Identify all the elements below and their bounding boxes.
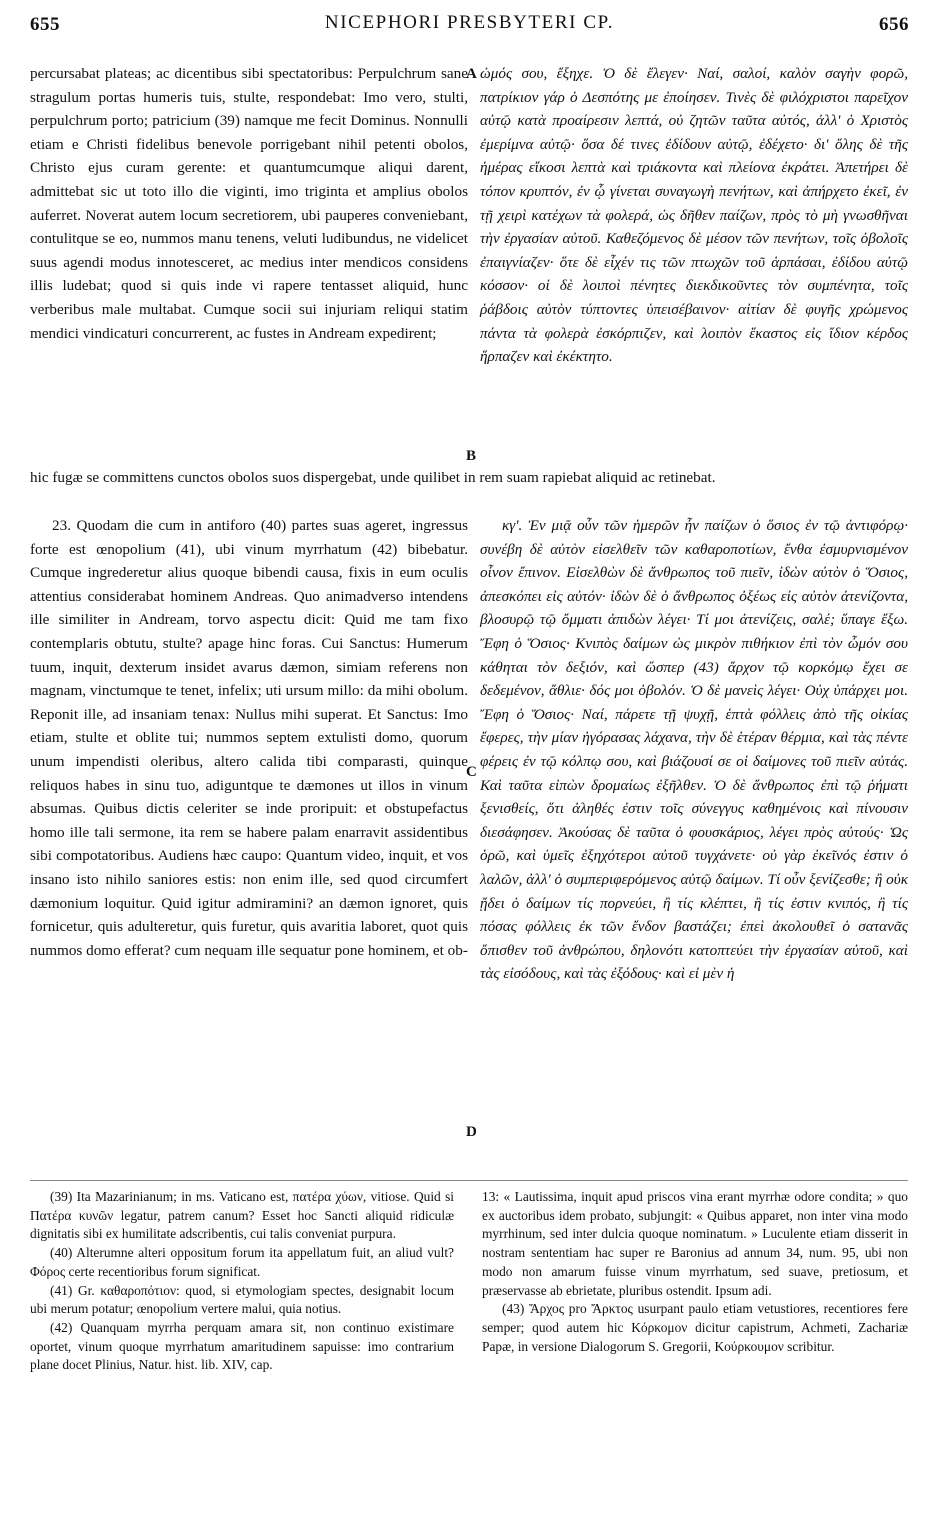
footnote-separator (30, 1180, 908, 1181)
margin-letter-d: D (466, 1124, 477, 1140)
running-title: NICEPHORI PRESBYTERI CP. (324, 12, 615, 33)
footnote-43: (43) Ἄρχος pro Ἄρκτος usurpant paulo etiam vetustiores, recentiores fere semper; quod autem hic Κόρκομον dicitur capistrum, Achmeti, Zachariæ Papæ, in versione Dialogorum S. Gregorii, Κούρκουμον scribitur. (482, 1301, 908, 1354)
margin-letter-c: C (466, 764, 477, 780)
margin-letter-a: A (466, 66, 477, 82)
greek-paragraph-23: κγ'. Ἐν μιᾷ οὖν τῶν ἡμερῶν ἦν παίζων ὁ ὅσιος ἐν τῷ ἀντιφόρῳ· συνέβη δὲ αὐτὸν εἰσελθεῖν τῶν καθαροποτίων, ἔνθα ἐσμυρνισμένον οἶνον ἔπινον. Εἰσελθὼν δὲ ἄνθρωπος τοῦ πιεῖν, ἰδὼν αὐτὸν ὁ Ὅσιος, ἀπεσκόπει εἰς αὐτόν· ἰδὼν δὲ ὁ ἄνθρωπος ὀξέως εἰς αὐτὸν ἀτενίζοντα, βλοσυρῷ τῷ ὄμματι ἀπιδὼν λέγει· Τί μοι ἀτενίζεις, σαλέ; ὕπαγε ἔξω. Ἔφη ὁ Ὅσιος· Κνιπὸς δαίμων ὡς μικρὸν πιθήκιον ἐπὶ τὸν ὦμόν σου κάθηται τὸν δεξιόν, καὶ ὥσπερ (43) ἄρχον τῷ κορκόμῳ ἔχει σε δεδεμένον, ἄθλιε· δός μοι ὀβολόν. Ὁ δὲ μανεὶς λέγει· Οὐχ ὑπάρχει μοι. Ἔφη ὁ Ὅσιος· Ναί, πάρετε τῇ ψυχῇ, ἑπτὰ φόλλεις ἀπὸ τῆς οἰκίας ἔφερες, τὴν μίαν ἠγόρασας λάχανα, τὴν δὲ ἑτέραν θέρμια, καὶ τὰς πέντε φέρεις ἐν τῷ κόλπῳ σου, καὶ βιάζουσί σε οἱ δαίμονες τοῦ πιεῖν αὐτάς. Καὶ ταῦτα εἰπὼν δρομαίως ἐξῆλθεν. Ὁ δὲ ἄνθρωπος ἐπὶ τῷ ῥήματι ξενισθείς, ὅτι ἀληθές ἐστιν τοῖς σύνεγγυς καθημένοις καὶ πίνουσιν διεσάφησεν. Ἀκούσας δὲ ταῦτα ὁ φουσκάριος, λέγει πρὸς αὐτούς· Ὡς ὁρῶ, καὶ ὑμεῖς ἐξηχότεροι αὐτοῦ τυγχάνετε· οὐ γὰρ ἐκεῖνός ἐστιν ὁ λαλῶν, ἀλλ' ὁ συμπεριφερόμενος αὐτῷ δαίμων. Τί οὖν ξενίζεσθε; ἢ οὐκ ᾔδει ὁ δαίμων τίς πορνεύει, ἢ τίς κλέπτει, ἢ τίς ἐστιν κνιπός, ἢ τίς πόσας φόλλεις ἐκ τῶν ἔνδον βαστάζει; ἐπεὶ ἀκολουθεῖ ὁ σατανᾶς ὄπισθεν τοῦ ἀνθρώπου, δηλονότι κατοπτεύει τὴν ἐργασίαν αὐτοῦ, καὶ τὰς εἰσόδους, καὶ τὰς ἐξόδους· καὶ εἰ μὲν ἡ (480, 517, 908, 983)
latin-paragraph-23: 23. Quodam die cum in antiforo (40) partes suas ageret, ingressus forte est œnopolium (41), ubi vinum myrrhatum (42) bibebatur. Cumque ingrederetur alius quoque bibendi causa, fixis in eum oculis attentius considerabat hominem Andreas. Quo animadverso intendens ille similiter in Andream, torvo aspectu dicit: Quid me tam fixo contemplaris obtutu, stulte? apage hinc foras. Cui Sanctus: Humerum tuum, inquit, dexterum insidet avarus dæmon, simiam referens non magnam, vinctumque te tenet, infelix; uti ursum millo: da mihi obolum. Reponit ille, ad insaniam tenax: Nullus mihi superat. Et Sanctus: Imo etiam, stulte et oblite tui; nummos septem extulisti domo, quorum unum impendisti oleribus, altero calida tibi comparasti, quinque reliquos habes in sinu tuo, adiguntque te dæmones ut illos in vinum absumas. Quibus dictis celeriter se inde proripuit: et obstupefactus homo ille tali sermone, ita rem se habere palam enarravit assidentibus sibi compotatoribus. Audiens hæc caupo: Quantum video, inquit, et vos insano isto nihilo saniores estis: non enim ille, sed quod circumfert dæmonium loquitur. Quid igitur admiramini? an dæmon ignoret, quis fornicetur, quis adulteretur, quis furetur, quis avaritia laboret, quot quis nummos domo efferat? cum nequam ille sequatur pone hominem, et ob- (30, 517, 468, 959)
greek-paragraph-22: ὠμός σου, ἔξηχε. Ὁ δὲ ἔλεγεν· Ναί, σαλοί, καλὸν σαγὴν φορῶ, πατρίκιον γάρ ὁ Δεσπότης με ἐποίησεν. Τινὲς δὲ φιλόχριστοι παρεῖχον αὐτῷ κατὰ προαίρεσιν λεπτά, οὐ ζητῶν ταῦτα αὐτός, ἀλλ' ὁ Χριστὸς ἐμερίμνα αὐτῷ· ὅσα δέ τινες ἐδίδουν αὐτῷ, ἐδέχετο· δι' ὅλης δὲ τῆς ἡμέρας εἴκοσι λεπτὰ καὶ τριάκοντα καὶ πλείονα ἐκράτει. Ἀπετήρει δὲ τόπον κρυπτόν, ἐν ᾧ γίνεται συναγωγὴ πενήτων, καὶ ἀπήρχετο ἐκεῖ, ἐν τῇ χειρὶ κατέχων τὰ φολερά, ὡς δῆθεν παίζων, πρὸς τὸ μὴ γνωσθῆναι τὴν ἐργασίαν αὐτοῦ. Καθεζόμενος δὲ μέσον τῶν πενήτων, τοῖς ὀβολοῖς ἐπαιγνίαζεν· ὅτε δὲ εἶχέν τις τῶν πτωχῶν τοῦ ἁρπάσαι, ἐδίδου αὐτῷ κόσσον· οἱ δὲ λοιποὶ πένητες διεκδικοῦντες τὸν συμπένητα, τοῖς ῥάβδοις αὐτὸν τύπτοντες ὑπεισέβαινον· αἰτίαν δὲ φυγῆς χρώμενος πάντα τὰ φολερὰ ἐσκόρπιζεν, καὶ λοιπὸν ἕκαστος εἰς ἴδιον κέρδος ἥρπαζεν καὶ ἐκέκτητο. (480, 65, 908, 366)
latin-paragraph-22: percursabat plateas; ac dicentibus sibi spectatoribus: Perpulchrum sane stragulum portas humeris tuis, stulte, respondebat: Imo vero, stulti, perpulchrum porto; patricium (39) namque me fecit Dominus. Nonnulli etiam e Christi fidelibus benevole porrigebant nihil petenti obolos, Christo ejus curam gerente: et quantumcumque aliqui darent, admittebat sic ut toto illo die viginti, imo triginta et amplius obolos auferret. Noverat autem locum secretiorem, ubi pauperes conveniebant, contulitque se eo, nummos manu tenens, veluti ludibundus, ne videlicet suus agendi modus innotesceret, ac medius inter mendicos considens illis ludebat; quod si quis inde vi rapere tentasset aliquid, hunc verberibus male multabat. Cumque socii sui injuriam reliqui statim mendici vindicaturi concurrerent, ac fustes in Andream expedirent; (30, 65, 468, 342)
footnote-39: (39) Ita Mazarinianum; in ms. Vaticano est, πατέρα χύων, vitiose. Quid si Πατέρα κυνῶν legatur, patrem canum? Esset hoc Sancti aliquid ridiculæ dignitatis sibi ex humilitate adscribentis, cui talis conveniat purpura. (30, 1189, 454, 1242)
footnote-42: (42) Quanquam myrrha perquam amara sit, non continuo existimare oportet, vinum quoque myrrhatum amaritudinem sapuisse: imo contrarium plane docet Plinius, Natur. hist. lib. XIV, cap. (30, 1319, 454, 1373)
footnotes-left (30, 1188, 454, 1375)
margin-letter-b: B (466, 448, 477, 464)
footnote-40: (40) Alterumne alteri oppositum forum ita appellatum fuit, an aliud vult? Φόρος certe recentioribus forum significat. (30, 1245, 454, 1279)
latin-column-top (30, 62, 468, 345)
page-number-left: 655 (30, 14, 60, 35)
running-header (30, 8, 909, 36)
greek-column-bottom (480, 514, 908, 986)
page-number-right: 656 (879, 14, 909, 35)
greek-column-top (480, 62, 908, 369)
footnotes-right (482, 1188, 908, 1356)
footnote-41: (41) Gr. καθαροπότιον: quod, si etymologiam spectes, designabit locum ubi merum potatur; œnopolium vertere malui, quia notius. (30, 1282, 454, 1317)
latin-full-width-line (30, 466, 908, 490)
latin-continuation: hic fugæ se committens cunctos obolos suos dispergebat, unde quilibet in rem suam rapiebat aliquid ac retinebat. (30, 469, 716, 486)
footnote-42-continued: 13: « Lautissima, inquit apud priscos vina erant myrrhæ odore condita; » quo ex auctoribus idem probato, subjungit: « Quibus apparet, non inter vina modo myrrhinum, sed inter dulcia quoque nominatum. » Luculente etiam disserit in nostram sententiam hac super re Baronius ad annum 34, num. 95, ubi non modo non amarum fuisse vinum myrrhatum, sed suave, pretiosum, et præservasse ab ebrietate, pluribus ostendit. Ipsum adi. (482, 1189, 908, 1298)
latin-column-bottom (30, 514, 468, 962)
